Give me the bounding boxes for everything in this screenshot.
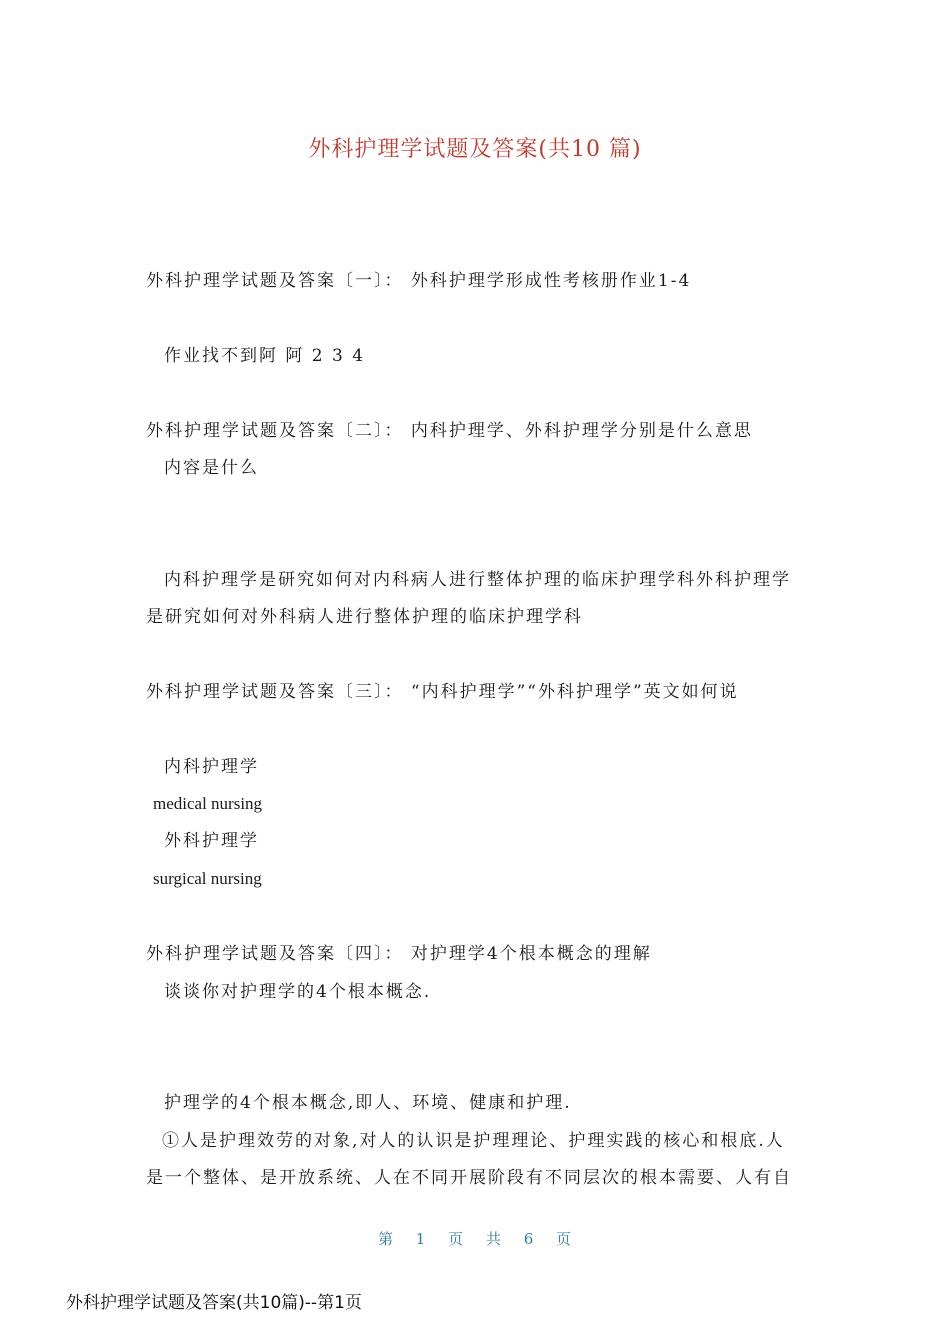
footer-total-pages: 6 xyxy=(523,1230,535,1248)
paragraph-line: 谈谈你对护理学的4个根本概念. xyxy=(164,982,432,1002)
page-number-footer xyxy=(0,1228,950,1249)
section-heading-4: 外科护理学试题及答案〔四〕： 对护理学4个根本概念的理解 xyxy=(146,944,652,964)
footer-page-number: 1 xyxy=(415,1230,427,1248)
footer-label: 页 xyxy=(556,1230,573,1248)
document-title: 外科护理学试题及答案(共10 篇) xyxy=(308,137,642,162)
paragraph-line: 护理学的4个根本概念,即人、环境、健康和护理. xyxy=(164,1093,572,1113)
bottom-caption: 外科护理学试题及答案(共10篇)--第1页 xyxy=(66,1293,362,1313)
paragraph-line: 外科护理学 xyxy=(164,831,259,851)
section-heading-2: 外科护理学试题及答案〔二〕： 内科护理学、外科护理学分别是什么意思 xyxy=(146,421,753,441)
english-term: surgical nursing xyxy=(153,869,262,888)
footer-label: 页 xyxy=(448,1230,465,1248)
english-term: medical nursing xyxy=(153,794,263,813)
section-heading-3: 外科护理学试题及答案〔三〕： “内科护理学”“外科护理学”英文如何说 xyxy=(146,682,739,702)
paragraph-line: 内容是什么 xyxy=(164,458,259,478)
footer-label: 第 xyxy=(377,1230,394,1248)
footer-label: 共 xyxy=(485,1230,502,1248)
section-heading-1: 外科护理学试题及答案〔一〕： 外科护理学形成性考核册作业1-4 xyxy=(146,271,692,291)
paragraph-line: 作业找不到阿 阿 2 3 4 xyxy=(164,346,366,366)
paragraph-line: ①人是护理效劳的对象,对人的认识是护理理论、护理实践的核心和根底.人 xyxy=(162,1131,785,1151)
paragraph-line: 内科护理学是研究如何对内科病人进行整体护理的临床护理学科外科护理学 xyxy=(164,570,791,590)
paragraph-line: 是一个整体、是开放系统、人在不同开展阶段有不同层次的根本需要、人有自 xyxy=(146,1168,792,1188)
paragraph-line: 内科护理学 xyxy=(164,757,259,777)
paragraph-line: 是研究如何对外科病人进行整体护理的临床护理学科 xyxy=(146,607,583,627)
